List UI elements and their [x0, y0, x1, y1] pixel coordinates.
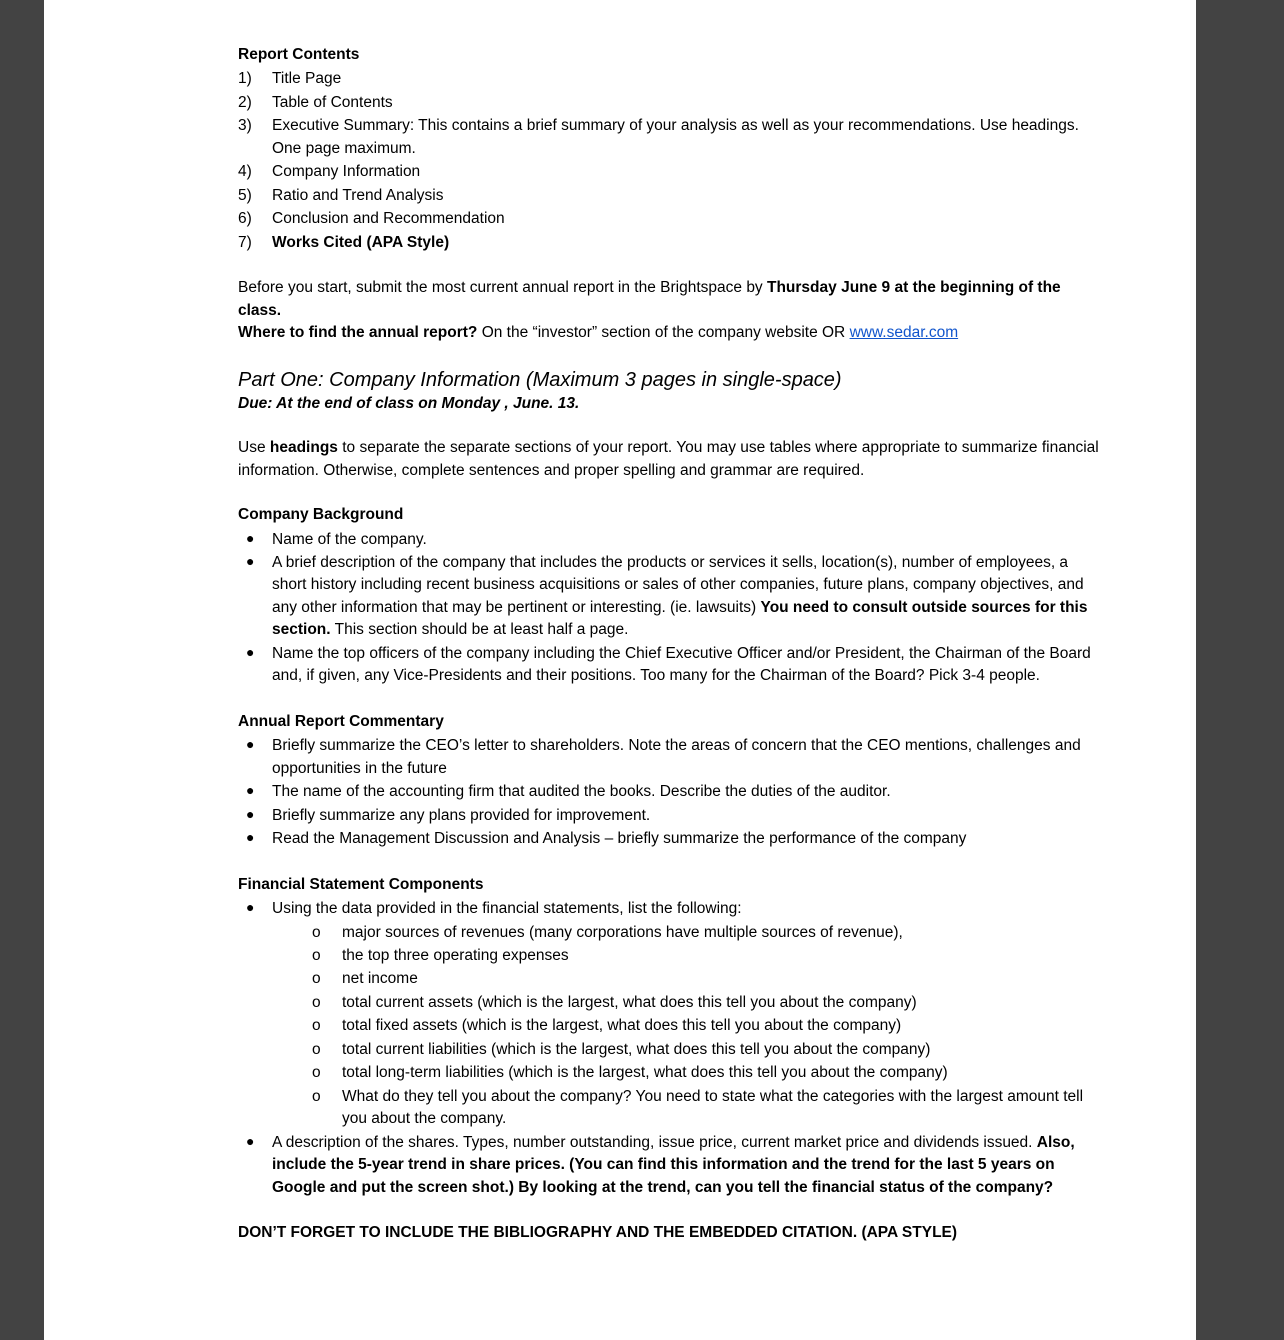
report-contents-list: [238, 68, 1100, 254]
instructions-lead: Use: [238, 439, 270, 457]
list-item-label: What do they tell you about the company? You need to state what the categories with the largest amount tell you about the company.: [342, 1087, 1084, 1128]
submission-paragraph: [238, 277, 1100, 344]
list-item: [238, 1039, 1100, 1061]
list-item: [238, 992, 1100, 1014]
company-background-heading: Company Background: [238, 506, 404, 524]
list-item-label: Using the data provided in the financial statements, list the following:: [272, 900, 742, 918]
list-item: [238, 643, 1100, 688]
bullet-icon: ●: [246, 899, 255, 916]
list-item-label: the top three operating expenses: [342, 947, 569, 964]
financial-shares-list: [238, 1132, 1100, 1199]
list-item: [238, 115, 1100, 160]
page-content: [44, 0, 1196, 1305]
list-item: [238, 781, 1100, 803]
shares-text-pre: A description of the shares. Types, number outstanding, issue price, current market price and dividends issued.: [272, 1133, 1037, 1151]
list-item: [238, 898, 1100, 920]
annual-report-commentary-list: [238, 735, 1100, 850]
list-item: [238, 68, 1100, 90]
list-item: [238, 922, 1100, 944]
list-item: [238, 828, 1100, 850]
list-item-number: 6): [238, 210, 252, 228]
submission-deadline: Thursday June 9 at the beginning of the class.: [238, 279, 1061, 319]
sub-bullet-icon: o: [312, 1017, 321, 1035]
part-one-due-date: Due: At the end of class on Monday , June. 13.: [238, 394, 580, 412]
financial-statement-components-list: [238, 898, 1100, 920]
submission-text-lead: Before you start, submit the most current annual report in the Brightspace by: [238, 279, 767, 297]
list-item: [238, 1062, 1100, 1084]
shares-text-bold: Also, include the 5-year trend in share prices. (You can find this information and the trend for the last 5 years on Google and put the screen shot.) By looking at the trend, can you tell the financial status of the company?: [272, 1133, 1075, 1196]
bullet-icon: ●: [246, 529, 255, 546]
list-item: [238, 945, 1100, 967]
list-item: [238, 1015, 1100, 1037]
list-item-text-post: This section should be at least half a page.: [330, 621, 629, 639]
list-item-number: 7): [238, 233, 252, 251]
sub-bullet-icon: o: [312, 1064, 321, 1082]
sub-bullet-icon: o: [312, 970, 321, 988]
list-item-number: 3): [238, 117, 252, 135]
list-item-label: Table of Contents: [272, 93, 393, 111]
report-contents-heading: Report Contents: [238, 46, 360, 63]
bullet-icon: ●: [246, 1132, 255, 1149]
list-item: [238, 232, 1100, 254]
bullet-icon: ●: [246, 552, 255, 569]
list-item-label: major sources of revenues (many corporations have multiple sources of revenue),: [342, 923, 903, 941]
sub-bullet-icon: o: [312, 923, 321, 941]
list-item-text-bold: You need to consult outside sources for this section.: [272, 598, 1088, 639]
list-item: [238, 185, 1100, 207]
list-item: [238, 208, 1100, 230]
list-item: [238, 1132, 1100, 1199]
bullet-icon: ●: [246, 643, 255, 660]
list-item: [238, 735, 1100, 780]
list-item-label: Works Cited (APA Style): [272, 233, 450, 251]
list-item: [238, 1086, 1100, 1131]
list-item-label: Company Information: [272, 163, 421, 181]
company-background-list: [238, 529, 1100, 688]
list-item-label: [272, 1134, 1075, 1196]
document-page: [44, 0, 1196, 1340]
list-item-label: total current liabilities (which is the largest, what does this tell you about the company): [342, 1040, 931, 1058]
list-item-label: net income: [342, 970, 418, 988]
sedar-link[interactable]: www.sedar.com: [849, 324, 959, 342]
financial-statement-components-heading: Financial Statement Components: [238, 875, 484, 893]
list-item-number: 2): [238, 93, 252, 111]
bullet-icon: ●: [246, 736, 255, 753]
sub-bullet-icon: o: [312, 993, 321, 1011]
bullet-icon: ●: [246, 829, 255, 846]
list-item-label: Briefly summarize the CEO’s letter to shareholders. Note the areas of concern that the CEO mentions, challenges and opportunities in the future: [272, 737, 1081, 777]
annual-report-question: Where to find the annual report?: [238, 324, 478, 342]
instructions-rest: to separate the separate sections of your report. You may use tables where appropriate to summarize financial information. Otherwise, complete sentences and proper spelling and grammar are required.: [238, 439, 1099, 479]
annual-report-answer: On the “investor” section of the company website OR: [477, 324, 850, 342]
list-item: [238, 805, 1100, 827]
bullet-icon: ●: [246, 782, 255, 799]
list-item: [238, 968, 1100, 990]
list-item-label: Executive Summary: This contains a brief summary of your analysis as well as your recommendations. Use headings. One page maximum.: [272, 117, 1079, 157]
instructions-emphasis: headings: [269, 439, 338, 457]
list-item: [238, 529, 1100, 551]
list-item-label: total long-term liabilities (which is the largest, what does this tell you about the company): [342, 1064, 948, 1082]
financial-sub-list: [238, 922, 1100, 1131]
list-item-label: total fixed assets (which is the largest, what does this tell you about the company): [342, 1017, 902, 1035]
list-item-label: [272, 554, 1087, 638]
list-item-label: Briefly summarize any plans provided for improvement.: [272, 806, 651, 824]
sub-bullet-icon: o: [312, 1087, 321, 1105]
list-item: [238, 552, 1100, 642]
annual-report-commentary-heading: Annual Report Commentary: [238, 712, 444, 730]
list-item-number: 4): [238, 163, 252, 181]
list-item: [238, 161, 1100, 183]
closing-note: DON’T FORGET TO INCLUDE THE BIBLIOGRAPHY AND THE EMBEDDED CITATION. (APA STYLE): [238, 1224, 958, 1242]
list-item-number: 5): [238, 186, 252, 204]
list-item-label: Name the top officers of the company including the Chief Executive Officer and/or President, the Chairman of the Board and, if given, any Vice-Presidents and their positions. Too many for the Chairman of the Board? Pick 3-4 people.: [272, 644, 1091, 685]
part-one-instructions: [238, 437, 1100, 482]
sub-bullet-icon: o: [312, 1040, 321, 1058]
list-item-label: total current assets (which is the largest, what does this tell you about the company): [342, 993, 917, 1011]
list-item-label: Title Page: [272, 70, 342, 88]
list-item-number: 1): [238, 70, 252, 88]
list-item-label: Conclusion and Recommendation: [272, 210, 505, 228]
list-item: [238, 92, 1100, 114]
sub-bullet-icon: o: [312, 947, 321, 964]
list-item-label: The name of the accounting firm that audited the books. Describe the duties of the auditor.: [272, 783, 891, 801]
bullet-icon: ●: [246, 805, 255, 822]
list-item-text-pre: A brief description of the company that includes the products or services it sells, location(s), number of employees, a short history including recent business acquisitions or sales of other companies, future plans, company objectives, and any other information that may be pertinent or interesting. (ie. lawsuits): [272, 553, 1084, 616]
list-item-label: Ratio and Trend Analysis: [272, 186, 444, 204]
list-item-label: Read the Management Discussion and Analysis – briefly summarize the performance of the company: [272, 830, 967, 848]
list-item-label: Name of the company.: [272, 530, 427, 548]
part-one-title: Part One: Company Information (Maximum 3 pages in single-space): [238, 368, 842, 391]
